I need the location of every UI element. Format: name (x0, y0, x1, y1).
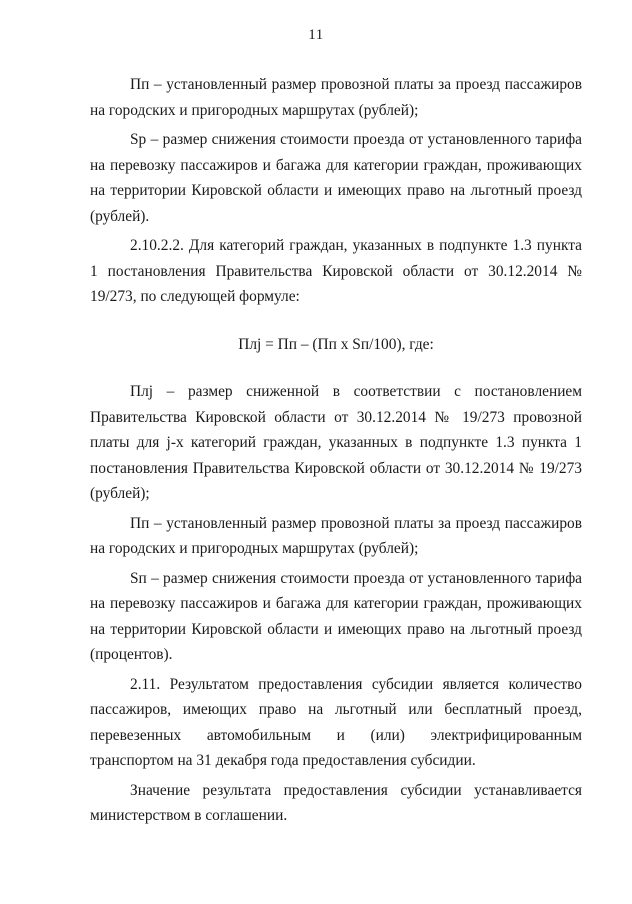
paragraph-sr-definition: Sр – размер снижения стоимости проезда от установленного тарифа на перевозку пассажиров и багажа для категории граждан, проживающих на территории Кировской области и имеющих право на льготный проезд (рублей). (90, 131, 582, 225)
formula: Плj = Пп – (Пп х Sп/100), где: (238, 335, 434, 353)
paragraph-sp-definition: Sп – размер снижения стоимости проезда от установленного тарифа на перевозку пассажиров и багажа для категории граждан, проживающих на территории Кировской области и имеющих право на льготный проезд (процентов). (90, 569, 582, 663)
paragraph-pp-definition-2: Пп – установленный размер провозной платы за проезд пассажиров на городских и пригородных маршрутах (рублей); (90, 514, 582, 557)
paragraph-pp-definition: Пп – установленный размер провозной платы за проезд пассажиров на городских и пригородных маршрутах (рублей); (90, 76, 582, 119)
document-body (90, 72, 582, 829)
paragraph-plj-definition: Плj – размер сниженной в соответствии с постановлением Правительства Кировской области от 30.12.2014 № 19/273 провозной платы для j-х категорий граждан, указанных в подпункте 1.3 пункта 1 постановления Правительства Кировской области от 30.12.2014 № 19/273 (рублей); (90, 383, 582, 502)
paragraph-2-10-2-2: 2.10.2.2. Для категорий граждан, указанных в подпункте 1.3 пункта 1 постановления Правительства Кировской области от 30.12.2014 № 19/273, по следующей формуле: (90, 237, 582, 305)
page-number: 11 (308, 27, 324, 43)
paragraph-result-value: Значение результата предоставления субсидии устанавливается министерством в соглашении. (90, 781, 582, 824)
paragraph-2-11: 2.11. Результатом предоставления субсидии является количество пассажиров, имеющих право на льготный или бесплатный проезд, перевезенных автомобильным и (или) электрифицированным транспортом на 31 декабря года предоставления субсидии. (90, 675, 582, 769)
